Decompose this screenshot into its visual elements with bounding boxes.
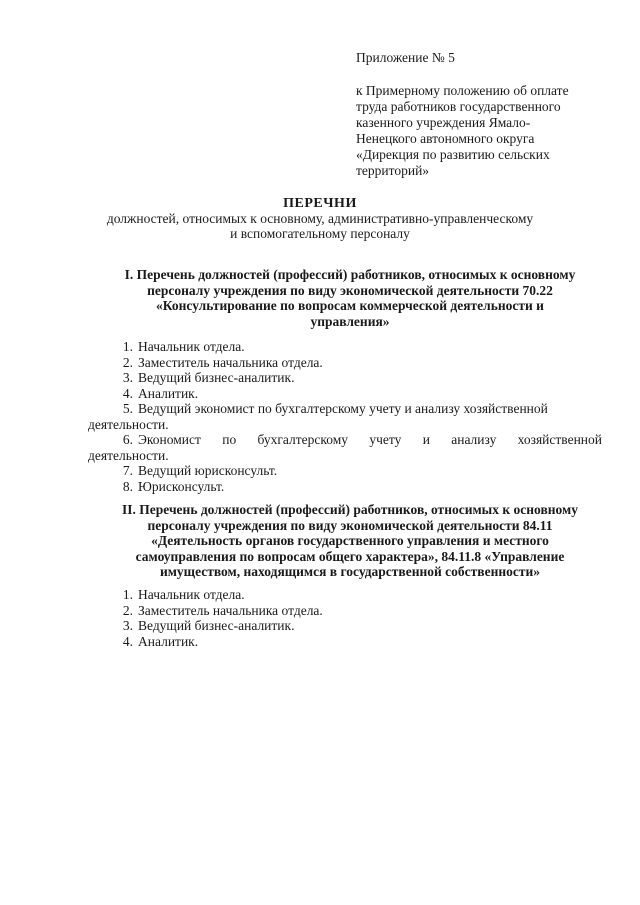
list-item: 1. Начальник отдела. [122,339,245,354]
list-item: 3. Ведущий бизнес-аналитик. [122,618,295,633]
list-item: 5. Ведущий экономист по бухгалтерскому учету и анализу хозяйственной деятельности. [88,401,548,432]
section-1-heading-line: персоналу учреждения по виду экономической деятельности 70.22 [147,282,553,298]
section-1-list [88,339,602,494]
appendix-line: труда работников государственного [356,99,561,114]
appendix-line: «Дирекция по развитию сельских [356,147,550,162]
list-item: 1. Начальник отдела. [122,587,245,602]
appendix-line: казенного учреждения Ямало- [356,115,531,130]
section-1-heading-line: «Консультирование по вопросам коммерческой деятельности и [156,298,544,313]
appendix-block [356,50,616,179]
list-item: 8. Юрисконсульт. [122,478,225,494]
list-item: 2. Заместитель начальника отдела. [122,354,323,370]
appendix-number: Приложение № 5 [356,50,455,65]
justified-text: Экономист по бухгалтерскому учету и анализу хозяйственной [138,432,602,447]
appendix-line: Ненецкого автономного округа [356,131,535,146]
section-1-heading-line: управления» [310,313,390,329]
appendix-line: к Примерному положению об оплате [356,83,569,98]
section-1-heading [80,267,620,329]
list-item: 2. Заместитель начальника отдела. [122,602,323,618]
section-2-list [96,587,602,649]
section-2-heading-line: самоуправления по вопросам общего характера», 84.11.8 «Управление [135,548,565,564]
document-subtitle [0,211,640,241]
list-item: 4. Аналитик. [122,633,199,649]
section-2-heading-line: имуществом, находящимся в государственной собственности» [159,564,541,579]
section-2-heading-line: персоналу учреждения по виду экономической деятельности 84.11 [147,517,553,533]
subtitle-line: и вспомогательному персоналу [230,226,410,241]
list-item: 3. Ведущий бизнес-аналитик. [122,370,295,385]
list-item: 7. Ведущий юрисконсульт. [122,463,278,478]
appendix-line: территорий» [356,163,430,178]
list-item: 4. Аналитик. [122,385,199,401]
subtitle-line: должностей, относимых к основному, административно-управленческому [106,211,534,226]
section-2-heading-line: II. Перечень должностей (профессий) работников, относимых к основному [122,502,578,517]
section-2-heading-line: «Деятельность органов государственного управления и местного [151,533,549,548]
section-2-heading [80,502,620,580]
list-item: 6. Экономист по бухгалтерскому учету и анализу хозяйственной деятельности. [88,432,602,463]
section-1-heading-line: I. Перечень должностей (профессий) работников, относимых к основному [124,267,576,282]
document-title: ПЕРЕЧНИ [283,196,357,211]
